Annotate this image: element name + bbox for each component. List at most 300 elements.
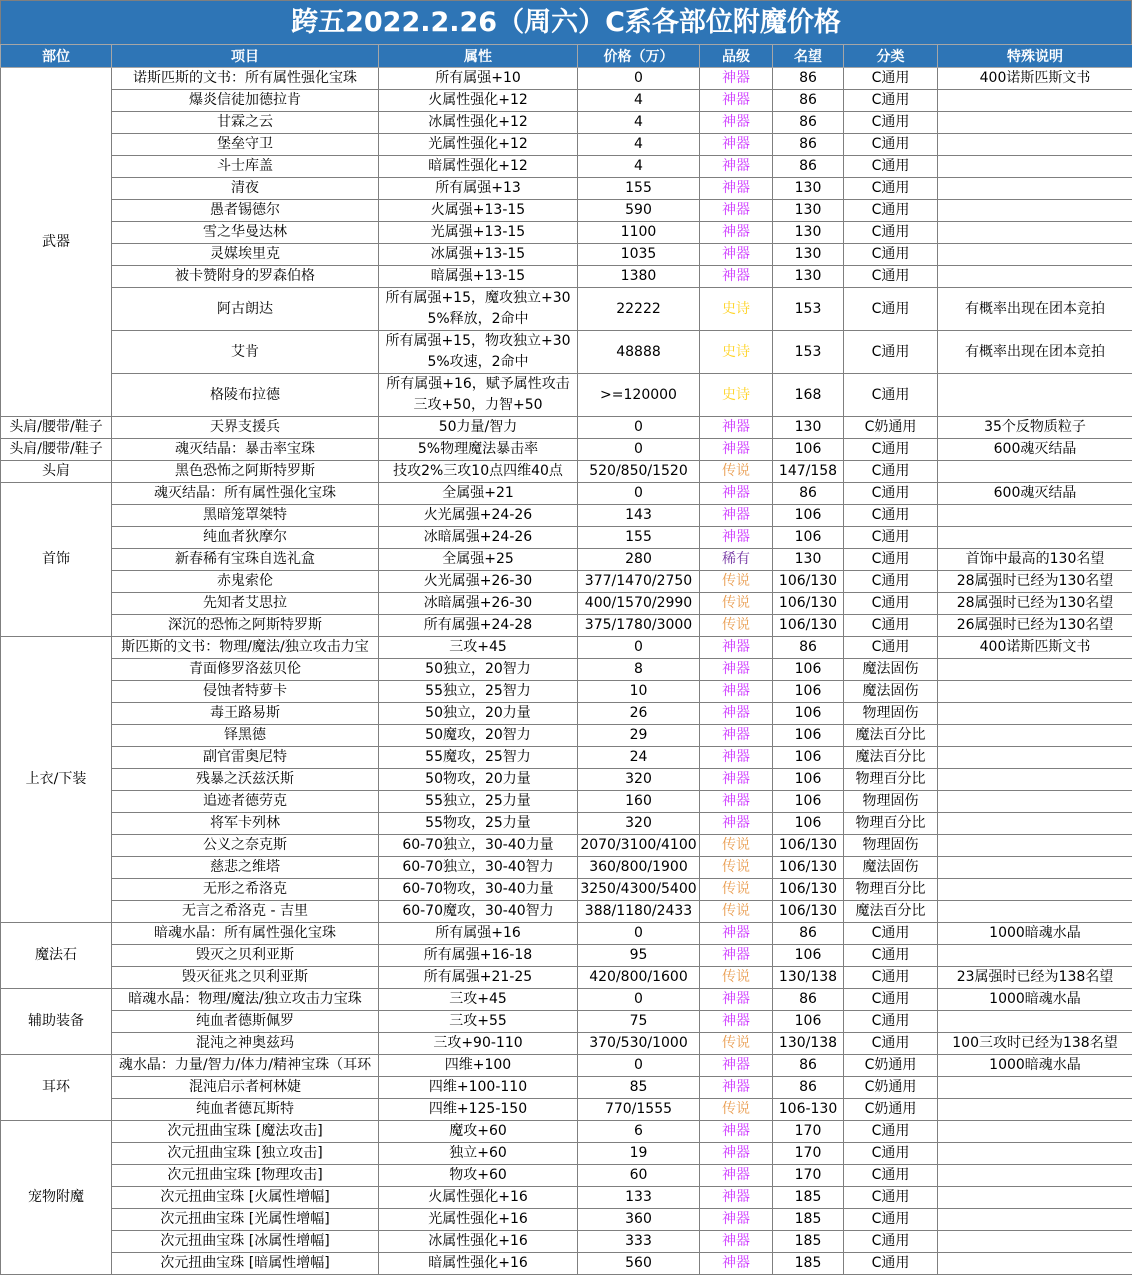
price-cell: 520/850/1520 xyxy=(578,461,700,483)
price-cell: 420/800/1600 xyxy=(578,967,700,989)
price-cell: 85 xyxy=(578,1077,700,1099)
note-cell: 23属强时已经为138名望 xyxy=(938,967,1132,989)
attr-cell: 50独立，20力量 xyxy=(379,703,578,725)
attr-cell: 暗属强+13-15 xyxy=(379,266,578,288)
attr-cell: 三攻+45 xyxy=(379,637,578,659)
class-cell: 物理百分比 xyxy=(844,769,938,791)
note-cell xyxy=(938,1209,1132,1231)
table-row xyxy=(1,703,1132,725)
table-row xyxy=(1,112,1132,134)
fame-cell: 106/130 xyxy=(773,857,844,879)
price-cell: 0 xyxy=(578,989,700,1011)
fame-cell: 106 xyxy=(773,945,844,967)
attr-cell: 光属性强化+16 xyxy=(379,1209,578,1231)
table-row xyxy=(1,747,1132,769)
price-cell: 560 xyxy=(578,1253,700,1275)
fame-cell: 130 xyxy=(773,200,844,222)
attr-cell: 火属强+13-15 xyxy=(379,200,578,222)
table-row xyxy=(1,461,1132,483)
price-cell: 22222 xyxy=(578,288,700,331)
note-cell xyxy=(938,461,1132,483)
price-cell: 155 xyxy=(578,178,700,200)
note-cell xyxy=(938,244,1132,266)
table-row xyxy=(1,222,1132,244)
fame-cell: 168 xyxy=(773,374,844,417)
attr-cell: 55魔攻，25智力 xyxy=(379,747,578,769)
attr-cell: 三攻+90-110 xyxy=(379,1033,578,1055)
table-row xyxy=(1,439,1132,461)
class-cell: C通用 xyxy=(844,112,938,134)
grade-cell: 神器 xyxy=(700,791,773,813)
fame-cell: 185 xyxy=(773,1209,844,1231)
class-cell: 魔法固伤 xyxy=(844,659,938,681)
price-table xyxy=(0,44,1132,1275)
table-row xyxy=(1,769,1132,791)
fame-cell: 153 xyxy=(773,288,844,331)
table-row xyxy=(1,1165,1132,1187)
table-row xyxy=(1,1055,1132,1077)
grade-cell: 神器 xyxy=(700,222,773,244)
price-cell: 770/1555 xyxy=(578,1099,700,1121)
class-cell: 物理固伤 xyxy=(844,703,938,725)
table-row xyxy=(1,1209,1132,1231)
fame-cell: 86 xyxy=(773,637,844,659)
slot-cell: 上衣/下装 xyxy=(1,637,112,923)
item-cell: 次元扭曲宝珠 [冰属性增幅] xyxy=(112,1231,379,1253)
price-cell: 0 xyxy=(578,637,700,659)
item-cell: 爆炎信徒加德拉肯 xyxy=(112,90,379,112)
price-cell: 160 xyxy=(578,791,700,813)
price-cell: 4 xyxy=(578,90,700,112)
header-grade: 品级 xyxy=(700,45,773,68)
table-row xyxy=(1,901,1132,923)
attr-cell: 冰属性强化+12 xyxy=(379,112,578,134)
note-cell xyxy=(938,901,1132,923)
grade-cell: 传说 xyxy=(700,615,773,637)
grade-cell: 传说 xyxy=(700,901,773,923)
grade-cell: 神器 xyxy=(700,112,773,134)
fame-cell: 106 xyxy=(773,747,844,769)
class-cell: C通用 xyxy=(844,945,938,967)
note-cell xyxy=(938,703,1132,725)
fame-cell: 86 xyxy=(773,68,844,90)
fame-cell: 170 xyxy=(773,1121,844,1143)
item-cell: 灵媒埃里克 xyxy=(112,244,379,266)
fame-cell: 86 xyxy=(773,112,844,134)
price-cell: 4 xyxy=(578,156,700,178)
note-cell xyxy=(938,112,1132,134)
fame-cell: 106 xyxy=(773,681,844,703)
class-cell: C通用 xyxy=(844,1253,938,1275)
note-cell xyxy=(938,747,1132,769)
note-cell xyxy=(938,681,1132,703)
attr-cell: 5%物理魔法暴击率 xyxy=(379,439,578,461)
fame-cell: 86 xyxy=(773,923,844,945)
item-cell: 诺斯匹斯的文书：所有属性强化宝珠 xyxy=(112,68,379,90)
grade-cell: 神器 xyxy=(700,200,773,222)
price-cell: 333 xyxy=(578,1231,700,1253)
fame-cell: 185 xyxy=(773,1231,844,1253)
class-cell: C通用 xyxy=(844,1143,938,1165)
item-cell: 追迹者德劳克 xyxy=(112,791,379,813)
fame-cell: 106 xyxy=(773,439,844,461)
attr-cell: 四维+100 xyxy=(379,1055,578,1077)
table-row xyxy=(1,681,1132,703)
attr-cell: 所有属强+13 xyxy=(379,178,578,200)
note-cell: 400诺斯匹斯文书 xyxy=(938,637,1132,659)
class-cell: C通用 xyxy=(844,200,938,222)
fame-cell: 106/130 xyxy=(773,571,844,593)
slot-cell: 魔法石 xyxy=(1,923,112,989)
attr-cell: 魔攻+60 xyxy=(379,1121,578,1143)
note-cell: 有概率出现在团本竞拍 xyxy=(938,288,1132,331)
fame-cell: 106 xyxy=(773,703,844,725)
table-row xyxy=(1,1231,1132,1253)
table-row xyxy=(1,879,1132,901)
class-cell: C通用 xyxy=(844,1121,938,1143)
grade-cell: 神器 xyxy=(700,1165,773,1187)
fame-cell: 86 xyxy=(773,483,844,505)
attr-cell: 物攻+60 xyxy=(379,1165,578,1187)
item-cell: 雪之华曼达林 xyxy=(112,222,379,244)
price-cell: 2070/3100/4100 xyxy=(578,835,700,857)
attr-cell: 60-70独立，30-40智力 xyxy=(379,857,578,879)
grade-cell: 传说 xyxy=(700,967,773,989)
table-row xyxy=(1,483,1132,505)
note-cell xyxy=(938,90,1132,112)
item-cell: 侵蚀者特萝卡 xyxy=(112,681,379,703)
class-cell: 魔法百分比 xyxy=(844,747,938,769)
note-cell xyxy=(938,659,1132,681)
class-cell: C通用 xyxy=(844,439,938,461)
class-cell: 物理百分比 xyxy=(844,879,938,901)
class-cell: C通用 xyxy=(844,374,938,417)
note-cell: 1000暗魂水晶 xyxy=(938,1055,1132,1077)
fame-cell: 106/130 xyxy=(773,835,844,857)
attr-cell: 火光属强+24-26 xyxy=(379,505,578,527)
price-cell: 0 xyxy=(578,439,700,461)
fame-cell: 130 xyxy=(773,178,844,200)
header-slot: 部位 xyxy=(1,45,112,68)
table-row xyxy=(1,813,1132,835)
item-cell: 魂水晶：力量/智力/体力/精神宝珠（耳环 xyxy=(112,1055,379,1077)
price-cell: 10 xyxy=(578,681,700,703)
table-row xyxy=(1,374,1132,417)
note-cell: 600魂灭结晶 xyxy=(938,439,1132,461)
table-row xyxy=(1,244,1132,266)
table-row xyxy=(1,134,1132,156)
attr-cell: 60-70物攻，30-40力量 xyxy=(379,879,578,901)
grade-cell: 神器 xyxy=(700,769,773,791)
price-cell: 320 xyxy=(578,813,700,835)
class-cell: C奶通用 xyxy=(844,417,938,439)
table-row xyxy=(1,156,1132,178)
attr-cell: 所有属强+16，赋予属性攻击 三攻+50，力智+50 xyxy=(379,374,578,417)
note-cell xyxy=(938,1011,1132,1033)
class-cell: 物理百分比 xyxy=(844,813,938,835)
grade-cell: 神器 xyxy=(700,659,773,681)
grade-cell: 神器 xyxy=(700,483,773,505)
attr-cell: 50独立，20智力 xyxy=(379,659,578,681)
price-cell: 0 xyxy=(578,417,700,439)
item-cell: 愚者锡德尔 xyxy=(112,200,379,222)
note-cell: 1000暗魂水晶 xyxy=(938,923,1132,945)
grade-cell: 神器 xyxy=(700,681,773,703)
fame-cell: 153 xyxy=(773,331,844,374)
grade-cell: 传说 xyxy=(700,1099,773,1121)
grade-cell: 神器 xyxy=(700,703,773,725)
grade-cell: 传说 xyxy=(700,1033,773,1055)
item-cell: 纯血者德瓦斯特 xyxy=(112,1099,379,1121)
class-cell: C通用 xyxy=(844,156,938,178)
attr-cell: 所有属强+21-25 xyxy=(379,967,578,989)
attr-cell: 四维+100-110 xyxy=(379,1077,578,1099)
item-cell: 次元扭曲宝珠 [暗属性增幅] xyxy=(112,1253,379,1275)
note-cell xyxy=(938,527,1132,549)
class-cell: C通用 xyxy=(844,222,938,244)
class-cell: 物理固伤 xyxy=(844,791,938,813)
fame-cell: 106 xyxy=(773,769,844,791)
class-cell: C通用 xyxy=(844,134,938,156)
grade-cell: 神器 xyxy=(700,266,773,288)
price-cell: 320 xyxy=(578,769,700,791)
grade-cell: 神器 xyxy=(700,1253,773,1275)
page-title: 跨五2022.2.26（周六）C系各部位附魔价格 xyxy=(0,0,1132,44)
attr-cell: 冰暗属强+26-30 xyxy=(379,593,578,615)
item-cell: 斗士库盖 xyxy=(112,156,379,178)
table-row xyxy=(1,1143,1132,1165)
attr-cell: 所有属强+16 xyxy=(379,923,578,945)
attr-cell: 火属性强化+16 xyxy=(379,1187,578,1209)
class-cell: C通用 xyxy=(844,68,938,90)
table-row xyxy=(1,571,1132,593)
attr-cell: 55独立，25智力 xyxy=(379,681,578,703)
grade-cell: 神器 xyxy=(700,637,773,659)
fame-cell: 130/138 xyxy=(773,1033,844,1055)
class-cell: C通用 xyxy=(844,90,938,112)
class-cell: C通用 xyxy=(844,989,938,1011)
slot-cell: 武器 xyxy=(1,68,112,417)
attr-cell: 独立+60 xyxy=(379,1143,578,1165)
table-row xyxy=(1,331,1132,374)
grade-cell: 神器 xyxy=(700,1011,773,1033)
grade-cell: 神器 xyxy=(700,439,773,461)
note-cell xyxy=(938,134,1132,156)
class-cell: C通用 xyxy=(844,923,938,945)
grade-cell: 稀有 xyxy=(700,549,773,571)
header-price: 价格（万） xyxy=(578,45,700,68)
item-cell: 黑色恐怖之阿斯特罗斯 xyxy=(112,461,379,483)
note-cell: 35个反物质粒子 xyxy=(938,417,1132,439)
price-cell: 3250/4300/5400 xyxy=(578,879,700,901)
note-cell: 26属强时已经为130名望 xyxy=(938,615,1132,637)
price-cell: 26 xyxy=(578,703,700,725)
attr-cell: 三攻+45 xyxy=(379,989,578,1011)
table-row xyxy=(1,417,1132,439)
grade-cell: 传说 xyxy=(700,593,773,615)
note-cell xyxy=(938,1165,1132,1187)
item-cell: 混沌之神奥兹玛 xyxy=(112,1033,379,1055)
item-cell: 先知者艾思拉 xyxy=(112,593,379,615)
class-cell: 物理固伤 xyxy=(844,835,938,857)
class-cell: C通用 xyxy=(844,967,938,989)
grade-cell: 史诗 xyxy=(700,331,773,374)
fame-cell: 86 xyxy=(773,1055,844,1077)
grade-cell: 神器 xyxy=(700,68,773,90)
item-cell: 魂灭结晶：所有属性强化宝珠 xyxy=(112,483,379,505)
table-row xyxy=(1,1253,1132,1275)
slot-cell: 耳环 xyxy=(1,1055,112,1121)
fame-cell: 106/130 xyxy=(773,593,844,615)
grade-cell: 神器 xyxy=(700,1209,773,1231)
table-row xyxy=(1,791,1132,813)
attr-cell: 技攻2%三攻10点四维40点 xyxy=(379,461,578,483)
attr-cell: 所有属强+16-18 xyxy=(379,945,578,967)
class-cell: C通用 xyxy=(844,1209,938,1231)
class-cell: C通用 xyxy=(844,1033,938,1055)
note-cell: 1000暗魂水晶 xyxy=(938,989,1132,1011)
fame-cell: 86 xyxy=(773,989,844,1011)
item-cell: 甘霖之云 xyxy=(112,112,379,134)
price-cell: 400/1570/2990 xyxy=(578,593,700,615)
header-class: 分类 xyxy=(844,45,938,68)
attr-cell: 暗属性强化+16 xyxy=(379,1253,578,1275)
grade-cell: 神器 xyxy=(700,1055,773,1077)
table-row xyxy=(1,593,1132,615)
note-cell: 600魂灭结晶 xyxy=(938,483,1132,505)
attr-cell: 所有属强+10 xyxy=(379,68,578,90)
class-cell: 魔法固伤 xyxy=(844,681,938,703)
grade-cell: 神器 xyxy=(700,725,773,747)
fame-cell: 106 xyxy=(773,725,844,747)
note-cell xyxy=(938,791,1132,813)
note-cell xyxy=(938,879,1132,901)
class-cell: 魔法百分比 xyxy=(844,901,938,923)
item-cell: 无形之希洛克 xyxy=(112,879,379,901)
price-cell: 0 xyxy=(578,68,700,90)
grade-cell: 传说 xyxy=(700,571,773,593)
attr-cell: 冰属强+13-15 xyxy=(379,244,578,266)
attr-cell: 所有属强+15，物攻独立+30 5%攻速，2命中 xyxy=(379,331,578,374)
fame-cell: 86 xyxy=(773,1077,844,1099)
attr-cell: 所有属强+15，魔攻独立+30 5%释放，2命中 xyxy=(379,288,578,331)
item-cell: 次元扭曲宝珠 [物理攻击] xyxy=(112,1165,379,1187)
table-row xyxy=(1,615,1132,637)
fame-cell: 86 xyxy=(773,90,844,112)
attr-cell: 50魔攻，20智力 xyxy=(379,725,578,747)
attr-cell: 55独立，25力量 xyxy=(379,791,578,813)
attr-cell: 火属性强化+12 xyxy=(379,90,578,112)
grade-cell: 神器 xyxy=(700,417,773,439)
item-cell: 混沌启示者柯林婕 xyxy=(112,1077,379,1099)
table-row xyxy=(1,1011,1132,1033)
note-cell xyxy=(938,725,1132,747)
item-cell: 残暴之沃兹沃斯 xyxy=(112,769,379,791)
grade-cell: 传说 xyxy=(700,835,773,857)
price-cell: 0 xyxy=(578,1055,700,1077)
item-cell: 格陵布拉德 xyxy=(112,374,379,417)
grade-cell: 史诗 xyxy=(700,288,773,331)
attr-cell: 60-70独立，30-40力量 xyxy=(379,835,578,857)
grade-cell: 神器 xyxy=(700,244,773,266)
item-cell: 慈悲之维塔 xyxy=(112,857,379,879)
class-cell: C奶通用 xyxy=(844,1055,938,1077)
note-cell xyxy=(938,156,1132,178)
grade-cell: 神器 xyxy=(700,134,773,156)
table-row xyxy=(1,1121,1132,1143)
table-row xyxy=(1,527,1132,549)
table-row xyxy=(1,266,1132,288)
fame-cell: 106 xyxy=(773,791,844,813)
fame-cell: 106/130 xyxy=(773,615,844,637)
price-cell: 590 xyxy=(578,200,700,222)
slot-cell: 辅助装备 xyxy=(1,989,112,1055)
grade-cell: 神器 xyxy=(700,505,773,527)
attr-cell: 55物攻，25力量 xyxy=(379,813,578,835)
class-cell: C通用 xyxy=(844,461,938,483)
table-row xyxy=(1,200,1132,222)
note-cell xyxy=(938,857,1132,879)
price-cell: 377/1470/2750 xyxy=(578,571,700,593)
price-cell: 0 xyxy=(578,483,700,505)
item-cell: 艾肯 xyxy=(112,331,379,374)
price-cell: 75 xyxy=(578,1011,700,1033)
note-cell xyxy=(938,813,1132,835)
class-cell: C通用 xyxy=(844,1165,938,1187)
item-cell: 铎黑德 xyxy=(112,725,379,747)
item-cell: 斯匹斯的文书：物理/魔法/独立攻击力宝 xyxy=(112,637,379,659)
item-cell: 纯血者狄摩尔 xyxy=(112,527,379,549)
fame-cell: 130 xyxy=(773,222,844,244)
item-cell: 黑暗笼罩桀特 xyxy=(112,505,379,527)
note-cell xyxy=(938,835,1132,857)
price-cell: 4 xyxy=(578,134,700,156)
grade-cell: 神器 xyxy=(700,747,773,769)
class-cell: C通用 xyxy=(844,637,938,659)
fame-cell: 130 xyxy=(773,266,844,288)
class-cell: C通用 xyxy=(844,527,938,549)
table-row xyxy=(1,68,1132,90)
note-cell xyxy=(938,1121,1132,1143)
price-cell: 1100 xyxy=(578,222,700,244)
grade-cell: 史诗 xyxy=(700,374,773,417)
grade-cell: 神器 xyxy=(700,178,773,200)
note-cell xyxy=(938,178,1132,200)
item-cell: 次元扭曲宝珠 [火属性增幅] xyxy=(112,1187,379,1209)
table-row xyxy=(1,967,1132,989)
item-cell: 毁灭征兆之贝利亚斯 xyxy=(112,967,379,989)
fame-cell: 170 xyxy=(773,1143,844,1165)
table-row xyxy=(1,725,1132,747)
fame-cell: 106 xyxy=(773,813,844,835)
fame-cell: 86 xyxy=(773,134,844,156)
item-cell: 毒王路易斯 xyxy=(112,703,379,725)
class-cell: C通用 xyxy=(844,1187,938,1209)
attr-cell: 所有属强+24-28 xyxy=(379,615,578,637)
note-cell xyxy=(938,1231,1132,1253)
grade-cell: 神器 xyxy=(700,1143,773,1165)
table-row xyxy=(1,1187,1132,1209)
fame-cell: 86 xyxy=(773,156,844,178)
header-fame: 名望 xyxy=(773,45,844,68)
note-cell xyxy=(938,1253,1132,1275)
note-cell xyxy=(938,374,1132,417)
price-cell: 8 xyxy=(578,659,700,681)
class-cell: 魔法百分比 xyxy=(844,725,938,747)
class-cell: C通用 xyxy=(844,549,938,571)
attr-cell: 全属强+21 xyxy=(379,483,578,505)
item-cell: 次元扭曲宝珠 [光属性增幅] xyxy=(112,1209,379,1231)
